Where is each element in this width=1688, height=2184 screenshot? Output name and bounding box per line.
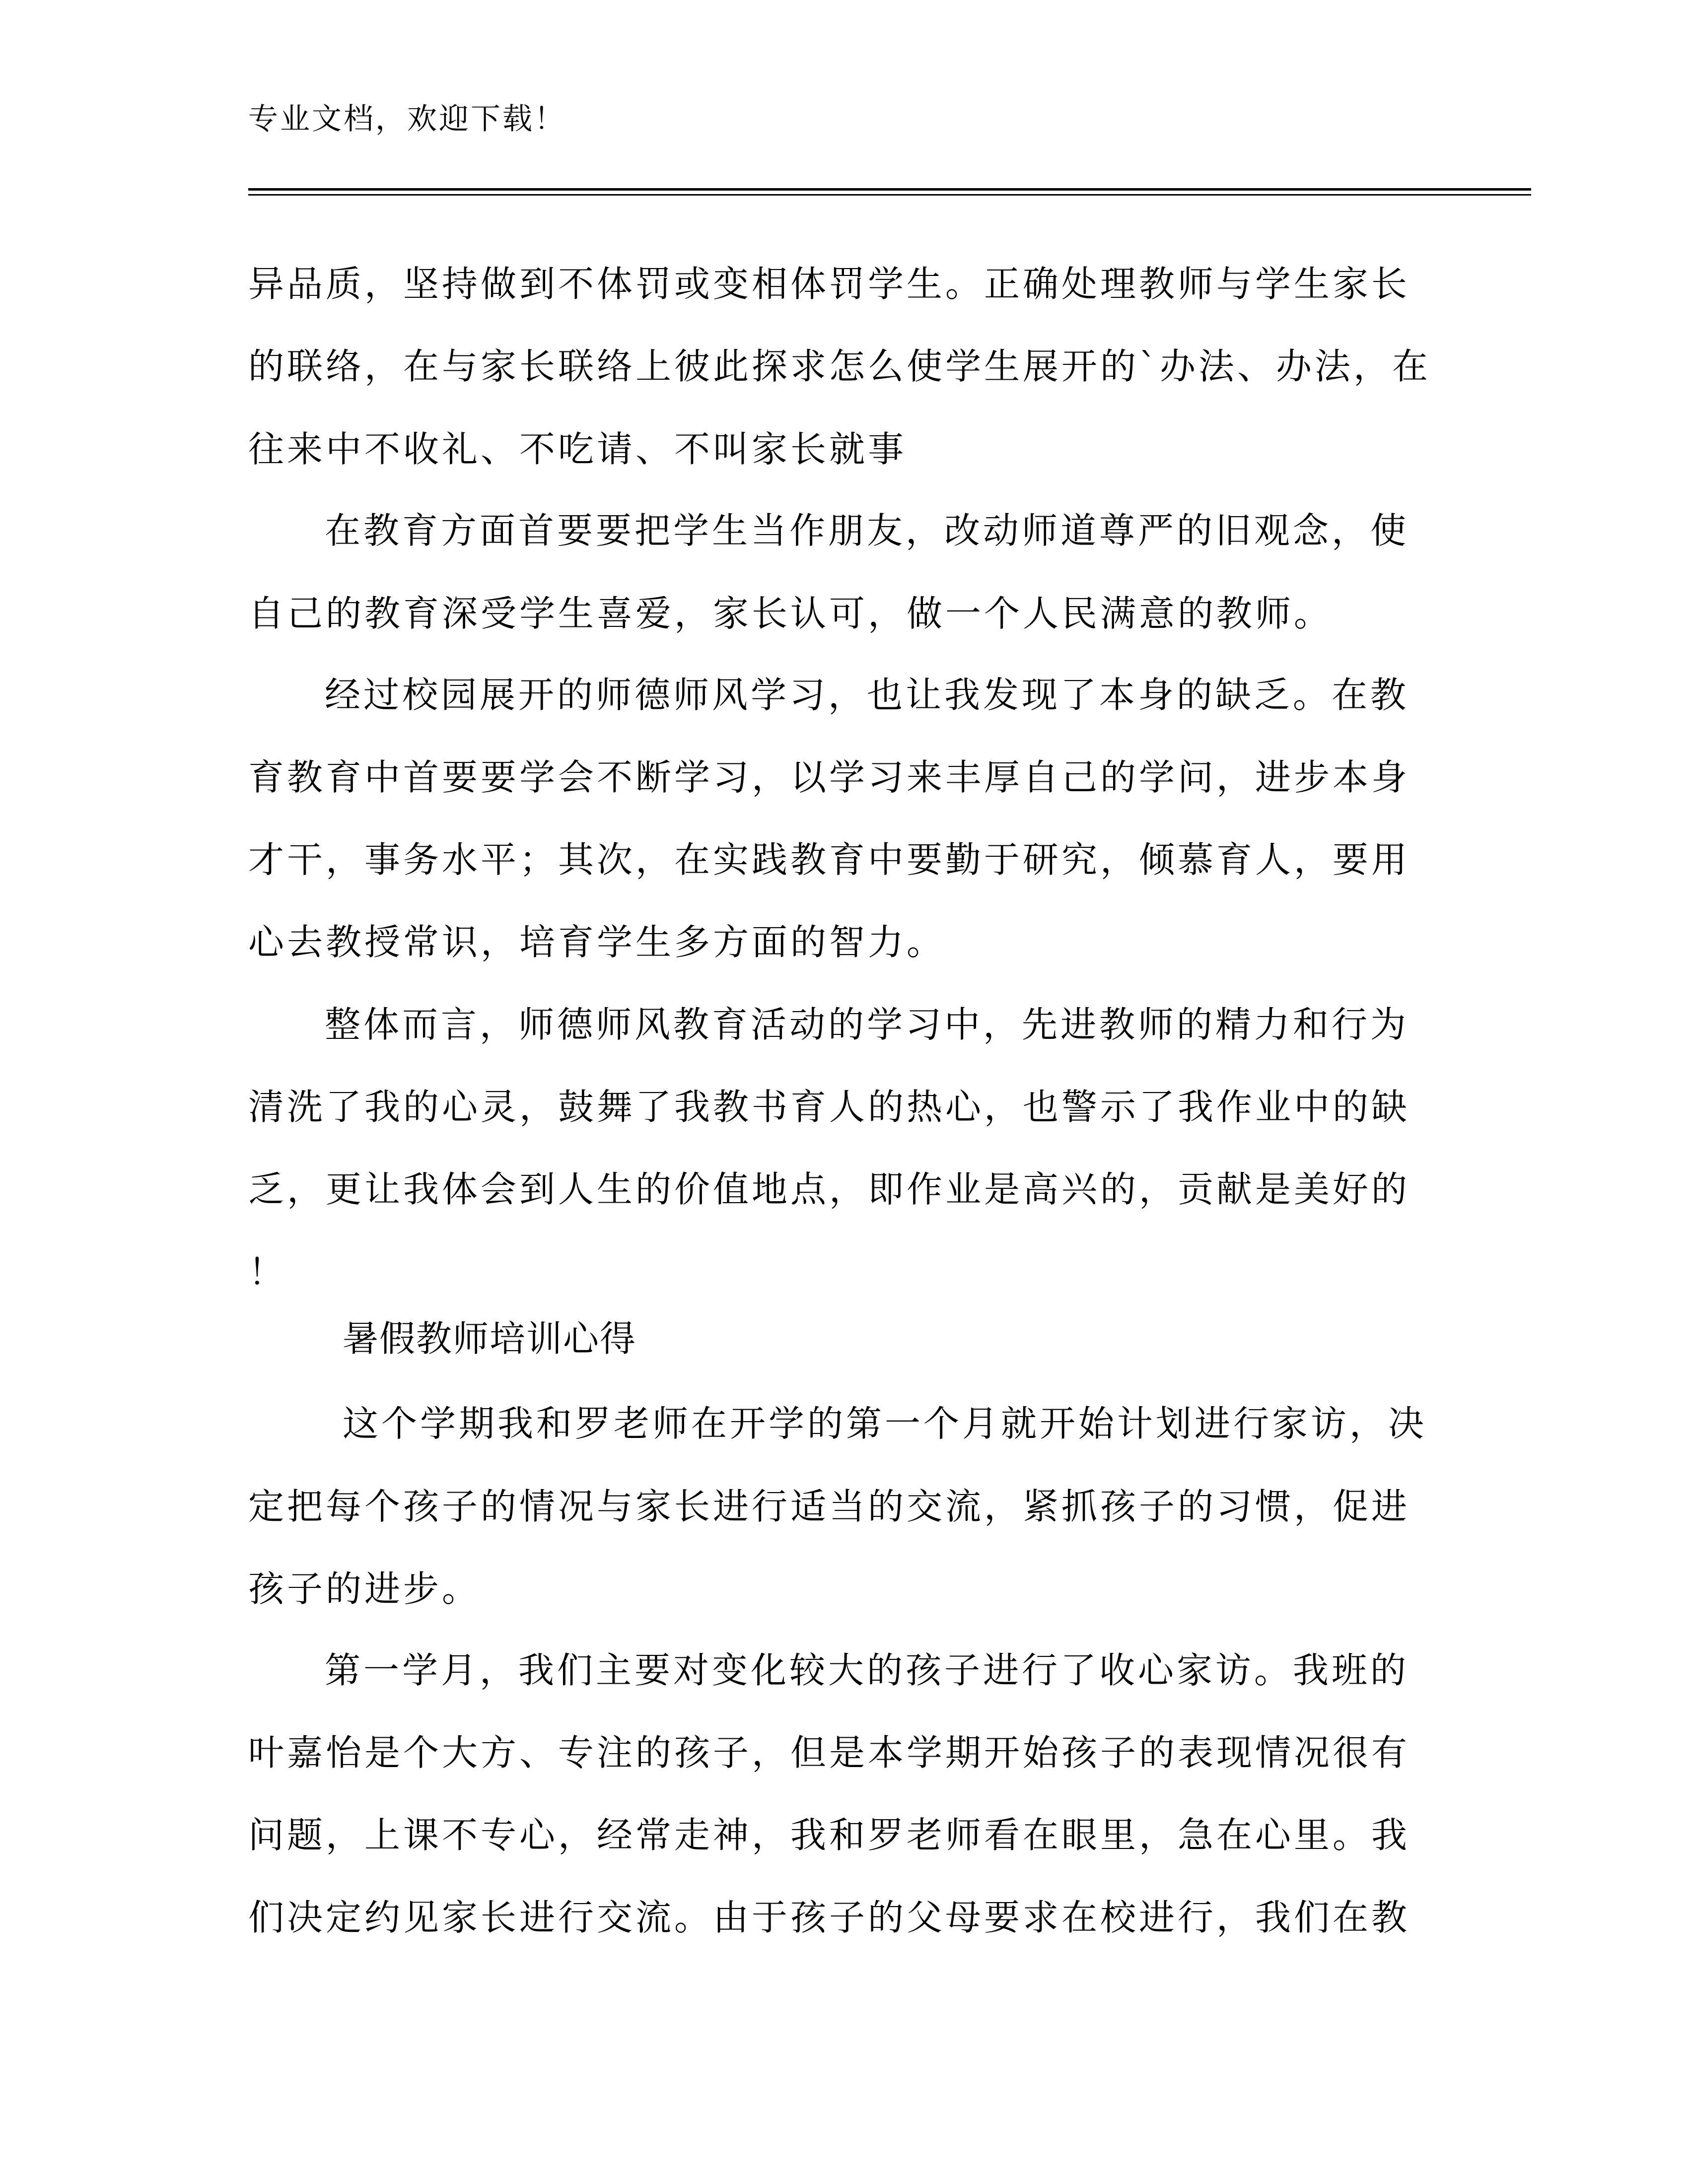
header-rule-thin <box>248 194 1531 196</box>
body-line: 乏，更让我体会到人生的价值地点，即作业是高兴的，贡献是美好的 <box>248 1168 1410 1210</box>
body-line: 们决定约见家长进行交流。由于孩子的父母要求在校进行，我们在教 <box>248 1897 1410 1938</box>
body-line: 孩子的进步。 <box>248 1568 481 1610</box>
body-line: 定把每个孩子的情况与家长进行适当的交流，紧抓孩子的习惯，促进 <box>248 1486 1410 1527</box>
page-header: 专业文档，欢迎下载！ <box>248 102 566 136</box>
body-line: 的联络，在与家长联络上彼此探求怎么使学生展开的`办法、办法，在 <box>248 345 1431 387</box>
body-line: 往来中不收礼、不吃请、不叫家长就事 <box>248 428 907 470</box>
body-line: 整体而言，师德师风教育活动的学习中，先进教师的精力和行为 <box>325 1004 1409 1045</box>
body-line: 自己的教育深受学生喜爱，家长认可，做一个人民满意的教师。 <box>248 593 1333 634</box>
body-line: ！ <box>248 1251 287 1293</box>
body-line: 第一学月，我们主要对变化较大的孩子进行了收心家访。我班的 <box>325 1649 1409 1691</box>
body-line: 叶嘉怡是个大方、专注的孩子，但是本学期开始孩子的表现情况很有 <box>248 1732 1410 1774</box>
body-line: 这个学期我和罗老师在开学的第一个月就开始计划进行家访，决 <box>343 1403 1427 1444</box>
header-rule-thick <box>248 188 1531 191</box>
body-line: 异品质，坚持做到不体罚或变相体罚学生。正确处理教师与学生家长 <box>248 263 1410 305</box>
body-line: 经过校园展开的师德师风学习，也让我发现了本身的缺乏。在教 <box>325 674 1409 716</box>
body-line: 在教育方面首要要把学生当作朋友，改动师道尊严的旧观念，使 <box>325 510 1409 551</box>
body-line: 心去教授常识，培育学生多方面的智力。 <box>248 921 946 963</box>
body-line: 育教育中首要要学会不断学习，以学习来丰厚自己的学问，进步本身 <box>248 756 1410 798</box>
body-line: 才干，事务水平；其次，在实践教育中要勤于研究，倾慕育人，要用 <box>248 839 1410 881</box>
body-line: 清洗了我的心灵，鼓舞了我教书育人的热心，也警示了我作业中的缺 <box>248 1086 1410 1128</box>
section-heading: 暑假教师培训心得 <box>343 1318 637 1360</box>
body-line: 问题，上课不专心，经常走神，我和罗老师看在眼里，急在心里。我 <box>248 1814 1410 1856</box>
